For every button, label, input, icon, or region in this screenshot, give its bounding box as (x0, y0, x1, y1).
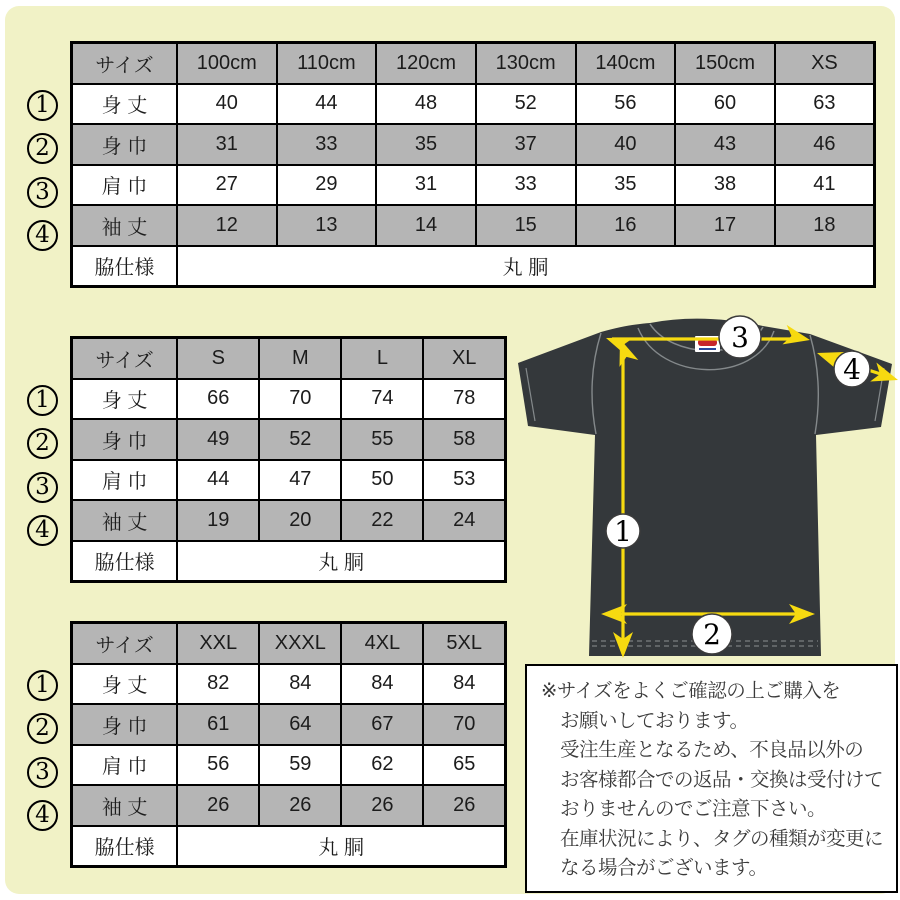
measurement-value-cell: 16 (576, 205, 676, 246)
size-column-header: 5XL (423, 623, 505, 664)
measurement-value-cell: 63 (775, 84, 875, 125)
measurement-value-cell: 12 (177, 205, 277, 246)
row-marker-circle: 1 (27, 670, 58, 701)
note-line: お客様都合での返品・交換は受付けて (560, 768, 884, 791)
measurement-value-cell: 67 (341, 704, 423, 745)
size-column-header: S (177, 338, 259, 379)
size-column-header: 120cm (376, 43, 476, 84)
measurement-value-cell: 49 (177, 419, 259, 460)
measurement-value-cell: 82 (177, 664, 259, 705)
measurement-value-cell: 84 (423, 664, 505, 705)
table-row (72, 165, 875, 206)
measurement-value-cell: 35 (576, 165, 676, 206)
measurement-row-label: 肩 巾 (72, 460, 178, 501)
measurement-value-cell: 17 (675, 205, 775, 246)
measurement-row-label: 肩 巾 (72, 745, 178, 786)
size-header-label: サイズ (72, 338, 178, 379)
measurement-row-label: 身 丈 (72, 84, 177, 125)
measurement-value-cell: 14 (376, 205, 476, 246)
marker-body-length (606, 514, 640, 548)
measurement-value-cell: 52 (476, 84, 576, 125)
measurement-value-cell: 44 (177, 460, 259, 501)
measurement-row-label: 身 丈 (72, 664, 178, 705)
size-column-header: 4XL (341, 623, 423, 664)
measurement-row-label: 袖 丈 (72, 785, 178, 826)
marker-shoulder-width (719, 316, 761, 358)
measurement-value-cell: 40 (576, 124, 676, 165)
measurement-value-cell: 46 (775, 124, 875, 165)
measurement-value-cell: 37 (476, 124, 576, 165)
side-spec-value: 丸 胴 (177, 826, 505, 867)
measurement-value-cell: 29 (277, 165, 377, 206)
note-line: お願いしております。 (560, 709, 749, 732)
side-spec-label: 脇仕様 (72, 541, 178, 582)
row-marker-circle: 2 (27, 133, 58, 164)
kids-measurements-table (70, 41, 876, 288)
note-line: おりませんのでご注意下さい。 (560, 798, 827, 820)
measurement-row-label: 袖 丈 (72, 205, 177, 246)
size-header-label: サイズ (72, 623, 178, 664)
side-spec-row (72, 246, 875, 287)
size-column-header: 150cm (675, 43, 775, 84)
measurement-value-cell: 26 (423, 785, 505, 826)
adult-measurements-table (70, 336, 507, 583)
measurement-value-cell: 31 (177, 124, 277, 165)
note-line: ※サイズをよくご確認の上ご購入を (541, 680, 841, 702)
row-marker-circle: 4 (27, 800, 58, 831)
size-column-header: XL (423, 338, 505, 379)
row-marker-circle: 2 (27, 713, 58, 744)
table-row (72, 205, 875, 246)
measurement-value-cell: 70 (423, 704, 505, 745)
table-row (72, 704, 506, 745)
table-row (72, 785, 506, 826)
measurement-value-cell: 59 (259, 745, 341, 786)
measurement-row-label: 身 巾 (72, 124, 177, 165)
svg-text:3: 3 (731, 321, 749, 354)
measurement-row-label: 身 巾 (72, 419, 178, 460)
note-line: なる場合がございます。 (560, 857, 768, 879)
table-row (72, 745, 506, 786)
purchase-note (525, 664, 898, 893)
measurement-value-cell: 44 (277, 84, 377, 125)
side-spec-value: 丸 胴 (177, 541, 505, 582)
measurement-value-cell: 48 (376, 84, 476, 125)
measurement-value-cell: 47 (259, 460, 341, 501)
measurement-value-cell: 61 (177, 704, 259, 745)
measurement-value-cell: 26 (259, 785, 341, 826)
side-spec-label: 脇仕様 (72, 246, 177, 287)
svg-text:4: 4 (843, 353, 861, 386)
measurement-value-cell: 43 (675, 124, 775, 165)
row-marker-circle: 1 (27, 385, 58, 416)
measurement-value-cell: 27 (177, 165, 277, 206)
measurement-value-cell: 41 (775, 165, 875, 206)
size-column-header: 110cm (277, 43, 377, 84)
table-header-row (72, 338, 506, 379)
measurement-value-cell: 38 (675, 165, 775, 206)
measurement-value-cell: 15 (476, 205, 576, 246)
table-row (72, 460, 506, 501)
svg-text:2: 2 (703, 618, 721, 651)
size-column-header: 130cm (476, 43, 576, 84)
measurement-row-label: 身 丈 (72, 379, 178, 420)
measurement-value-cell: 33 (277, 124, 377, 165)
table-row (72, 664, 506, 705)
measurement-value-cell: 13 (277, 205, 377, 246)
measurement-value-cell: 20 (259, 500, 341, 541)
svg-text:1: 1 (614, 515, 632, 548)
measurement-value-cell: 84 (259, 664, 341, 705)
row-marker-circle: 4 (27, 515, 58, 546)
big-measurements-table (70, 621, 507, 868)
size-column-header: XS (775, 43, 875, 84)
size-table-big (70, 621, 507, 868)
marker-body-width (692, 614, 732, 654)
measurement-value-cell: 58 (423, 419, 505, 460)
measurement-value-cell: 78 (423, 379, 505, 420)
table-row (72, 84, 875, 125)
side-spec-row (72, 541, 506, 582)
measurement-value-cell: 33 (476, 165, 576, 206)
measurement-value-cell: 84 (341, 664, 423, 705)
size-table-adult (70, 336, 507, 583)
row-marker-circle: 1 (27, 90, 58, 121)
measurement-value-cell: 64 (259, 704, 341, 745)
measurement-value-cell: 18 (775, 205, 875, 246)
measurement-value-cell: 56 (177, 745, 259, 786)
measurement-row-label: 袖 丈 (72, 500, 178, 541)
measurement-value-cell: 56 (576, 84, 676, 125)
measurement-value-cell: 74 (341, 379, 423, 420)
row-marker-circle: 2 (27, 428, 58, 459)
size-column-header: XXL (177, 623, 259, 664)
table-row (72, 379, 506, 420)
measurement-value-cell: 24 (423, 500, 505, 541)
side-spec-row (72, 826, 506, 867)
measurement-value-cell: 62 (341, 745, 423, 786)
row-marker-circle: 3 (27, 177, 58, 208)
size-column-header: XXXL (259, 623, 341, 664)
row-marker-circle: 3 (27, 757, 58, 788)
measurement-row-label: 肩 巾 (72, 165, 177, 206)
chart-canvas (5, 6, 895, 894)
side-spec-label: 脇仕様 (72, 826, 178, 867)
size-header-label: サイズ (72, 43, 177, 84)
table-header-row (72, 43, 875, 84)
measurement-row-label: 身 巾 (72, 704, 178, 745)
note-line: 在庫状況により、タグの種類が変更に (560, 827, 884, 850)
measurement-value-cell: 35 (376, 124, 476, 165)
measurement-value-cell: 26 (177, 785, 259, 826)
measurement-value-cell: 50 (341, 460, 423, 501)
table-row (72, 124, 875, 165)
measurement-value-cell: 40 (177, 84, 277, 125)
side-spec-value: 丸 胴 (177, 246, 875, 287)
measurement-value-cell: 55 (341, 419, 423, 460)
size-column-header: 140cm (576, 43, 676, 84)
measurement-value-cell: 60 (675, 84, 775, 125)
table-row (72, 419, 506, 460)
size-table-kids (70, 41, 876, 288)
measurement-value-cell: 52 (259, 419, 341, 460)
row-marker-circle: 3 (27, 472, 58, 503)
measurement-value-cell: 53 (423, 460, 505, 501)
size-column-header: M (259, 338, 341, 379)
measurement-value-cell: 31 (376, 165, 476, 206)
size-column-header: L (341, 338, 423, 379)
table-row (72, 500, 506, 541)
measurement-value-cell: 22 (341, 500, 423, 541)
row-marker-circle: 4 (27, 220, 58, 251)
table-header-row (72, 623, 506, 664)
measurement-value-cell: 19 (177, 500, 259, 541)
tshirt-measurement-diagram (500, 306, 900, 671)
measurement-value-cell: 66 (177, 379, 259, 420)
note-line: 受注生産となるため、不良品以外の (560, 739, 864, 761)
measurement-value-cell: 26 (341, 785, 423, 826)
size-column-header: 100cm (177, 43, 277, 84)
measurement-value-cell: 65 (423, 745, 505, 786)
measurement-value-cell: 70 (259, 379, 341, 420)
marker-sleeve-length (834, 351, 870, 387)
